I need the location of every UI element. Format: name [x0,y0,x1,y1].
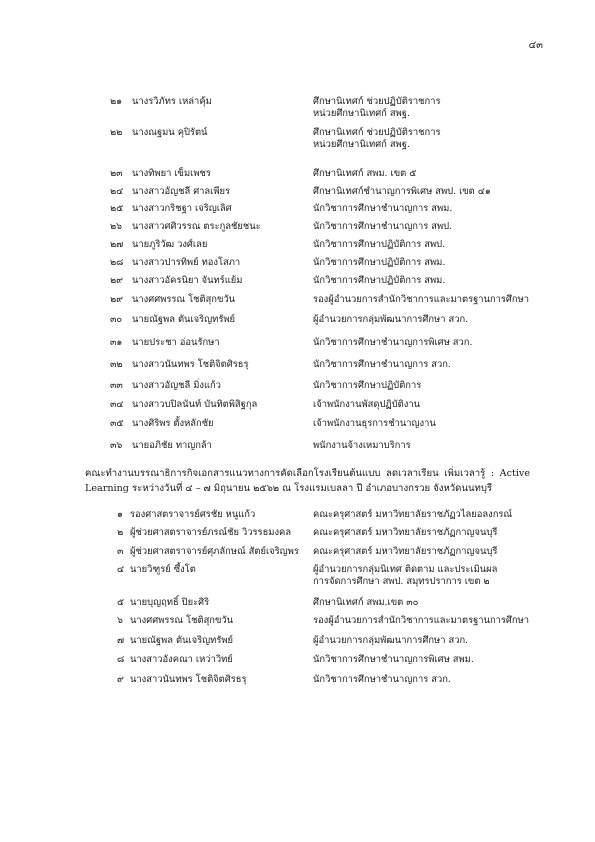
person-name: นายประชา อ่อนรักษา [132,337,220,348]
position-line: ศึกษานิเทศก์ สพม.เขต ๓๐ [313,597,419,608]
item-number: ๖ [117,615,123,626]
position-line: รองผู้อำนวยการสำนักวิชาการและมาตรฐานการศึกษา [313,615,529,626]
list-item [0,359,595,377]
section-heading: คณะทำงานบรรณาธิการกิจเอกสารแนวทางการคัดเลือกโรงเรียนต้นแบบ ลดเวลาเรียน เพิ่มเวลารู้ : Active Learning ระหว่างวันที่ ๔ – ๗ มิถุนายน ๒๕๖๒ ณ โรงแรมเบลลา ปี อำเภอบางกรวย จังหวัดนนทบุรี [85,468,530,494]
person-name: นายณัฐพล ตันเจริญทรัพย์ [130,635,234,646]
person-name: นายบุญฤทธิ์ ปิยะศิริ [130,597,210,608]
person-name: นายวิฑูรย์ ซึ้งโต [130,564,196,575]
position-line: ศึกษานิเทศก์ สพม. เขต ๕ [313,168,417,179]
item-number: ๕ [117,597,125,608]
person-name: ผู้ช่วยศาสตราจารย์ศุภลักษณ์ สัตย์เจริญพร [130,546,299,557]
position-line: นักวิชาการศึกษาปฏิบัติการ [313,380,422,391]
person-name: นางศศพรรณ โชติสุกขวัน [130,615,234,626]
position-line: นักวิชาการศึกษาชำนาญการ สพป. [313,221,453,232]
list-item [0,635,595,653]
item-number: ๙ [117,674,124,685]
item-number: ๓๑ [110,337,123,348]
person-name: นางสาวนันทพร โชติจิตศิรธรุ [130,674,247,685]
position-line: นักวิชาการศึกษาชำนาญการ สพม. [313,203,453,214]
list-item [0,674,595,692]
position-line: นักวิชาการศึกษาชำนาญการพิเศษ สวก. [313,337,473,348]
position-line: นักวิชาการศึกษาชำนาญการพิเศษ สพม. [313,654,474,665]
position-line: ศึกษานิเทศก์ชำนาญการพิเศษ สพป. เขต ๔๑ [313,186,491,197]
position-line: นักวิชาการศึกษาชำนาญการ สวก. [313,674,451,685]
person-name: นางทิพยา เข็มเพชร [132,168,211,179]
item-number: ๒๙ [110,275,124,286]
person-name: ผู้ช่วยศาสตราจารย์ภรณ์ชัย วิวรรธมงคล [130,527,292,538]
position-title [313,203,452,215]
position-line: หน่วยศึกษานิเทศก์ สพฐ. [313,138,410,150]
person-name: นางรวิภัทร เหล่าคุ้ม [132,96,212,107]
item-number: ๗ [117,635,125,646]
list-item [0,337,595,355]
item-number: ๒๔ [110,186,124,197]
position-line: นักวิชาการศึกษาชำนาญการ สวก. [313,359,451,370]
position-line: การจัดการศึกษา สพป. สมุทรปราการ เขต ๒ [313,575,490,587]
position-title [313,418,436,430]
list-item [0,221,595,239]
list-item [0,615,595,633]
position-title [313,168,416,180]
position-title [313,314,468,326]
list-item [0,203,595,221]
item-number: ๒๘ [110,257,124,268]
position-line: คณะครุศาสตร์ มหาวิทยาลัยราชภัฏวไลยอลงกรณ์ [313,509,513,520]
item-number: ๓๐ [110,314,123,325]
position-title [313,546,497,558]
position-line: พนักงานจ้างเหมาบริการ [313,440,411,451]
list-item [0,399,595,417]
position-line: ผู้อำนวยการกลุ่มพัฒนาการศึกษา สวก. [313,314,469,325]
position-title [313,440,411,452]
list-item [0,654,595,672]
person-name: นางสาวอัญชลี ศาลเพียร [132,186,231,197]
person-name: นางสาวอังคณา เหว่าวิทย์ [130,654,233,665]
item-number: ๘ [117,654,125,665]
person-name: นางสาวอัญชลี มิ่งแก้ว [132,380,221,391]
position-line: เจ้าพนักงานธุรการชำนาญงาน [313,418,436,429]
person-name: นายภูริวัฒ วงศ์เลย [132,239,208,250]
item-number: ๓ [117,546,124,557]
position-title [313,674,451,686]
position-line: นักวิชาการศึกษาปฏิบัติการ สพป. [313,239,446,250]
list-item [0,127,595,150]
person-name: นางศิริพร ตั้งหลักชัย [132,418,214,429]
position-title [313,399,420,411]
position-line: นักวิชาการศึกษาปฏิบัติการ สพม. [313,275,446,286]
person-name: นางสาวกริชฐา เจริญเลิศ [132,203,232,214]
item-number: ๓๖ [110,440,123,451]
item-number: ๓๒ [110,359,123,370]
item-number: ๒ [117,527,124,538]
list-item [0,418,595,436]
position-title [313,294,529,306]
position-title [313,509,512,521]
list-item [0,564,595,587]
item-number: ๒๒ [110,127,123,138]
person-name: นางณฐมน คุปิรัตน์ [132,127,208,138]
item-number: ๓๔ [110,399,124,410]
list-item [0,509,595,527]
item-number: ๓๕ [110,418,124,429]
person-name: นางศศพรรณ โชติสุกขวัน [132,294,236,305]
list-item [0,239,595,257]
person-name: นางสาวอัครนิยา จันทร์แย้ม [132,275,243,286]
item-number: ๒๗ [110,239,124,250]
position-line: คณะครุศาสตร์ มหาวิทยาลัยราชภัฏกาญจนบุรี [313,546,498,557]
list-item [0,597,595,615]
position-title [313,275,445,287]
position-line: รองผู้อำนวยการสำนักวิชาการและมาตรฐานการศึกษา [313,294,529,305]
position-line: หน่วยศึกษานิเทศก์ สพฐ. [313,107,410,119]
position-title [313,615,529,627]
list-item [0,186,595,204]
position-line: ผู้อำนวยการกลุ่มนิเทศ ติดตาม และประเมินผล [313,564,498,575]
position-line: นักวิชาการศึกษาปฏิบัติการ สพม. [313,257,446,268]
person-name: นางสาวศศิวรรณ ตระกูลชัยชนะ [132,221,261,232]
position-title [313,221,452,233]
position-title [313,654,474,666]
item-number: ๒๙ [110,294,124,305]
list-item [0,275,595,293]
position-title [313,337,472,349]
list-item [0,314,595,332]
page-number: ๔๓ [528,40,543,51]
position-title [313,564,497,588]
list-item [0,294,595,312]
item-number: ๔ [117,564,125,575]
person-name: นางสาวบปิลนันท์ บันทิตพิสิฐกุล [132,399,258,410]
list-item [0,257,595,275]
item-number: ๒๓ [110,168,123,179]
position-title [313,96,441,120]
position-title [313,380,421,392]
position-title [313,186,491,198]
position-line: ศึกษานิเทศก์ ช่วยปฏิบัติราชการ [313,127,441,138]
position-line: ผู้อำนวยการกลุ่มพัฒนาการศึกษา สวก. [313,635,469,646]
item-number: ๑ [117,509,123,520]
list-item [0,96,595,119]
position-title [313,635,468,647]
person-name: นายอภิชัย ทาญกล้า [132,440,212,451]
position-line: เจ้าพนักงานพัสดุปฏิบัติงาน [313,399,421,410]
item-number: ๒๖ [110,221,123,232]
position-line: คณะครุศาสตร์ มหาวิทยาลัยราชภัฏกาญจนบุรี [313,527,498,538]
position-line: ศึกษานิเทศก์ ช่วยปฏิบัติราชการ [313,96,441,107]
person-name: นางสาวนันทพร โชติจิตศิรธรุ [132,359,249,370]
person-name: นายณัฐพล ตันเจริญทรัพย์ [132,314,236,325]
list-item [0,546,595,564]
list-item [0,527,595,545]
position-title [313,239,445,251]
position-title [313,359,451,371]
list-item [0,168,595,186]
item-number: ๒๕ [110,203,124,214]
person-name: รองศาสตราจารย์ศรชัย หนูแก้ว [130,509,256,520]
position-title [313,127,441,151]
list-item [0,440,595,458]
position-title [313,257,445,269]
item-number: ๓๓ [110,380,123,391]
item-number: ๒๑ [110,96,123,107]
position-title [313,527,497,539]
person-name: นางสาวปารทิพย์ ทองโสภา [132,257,241,268]
list-item [0,380,595,398]
position-title [313,597,418,609]
